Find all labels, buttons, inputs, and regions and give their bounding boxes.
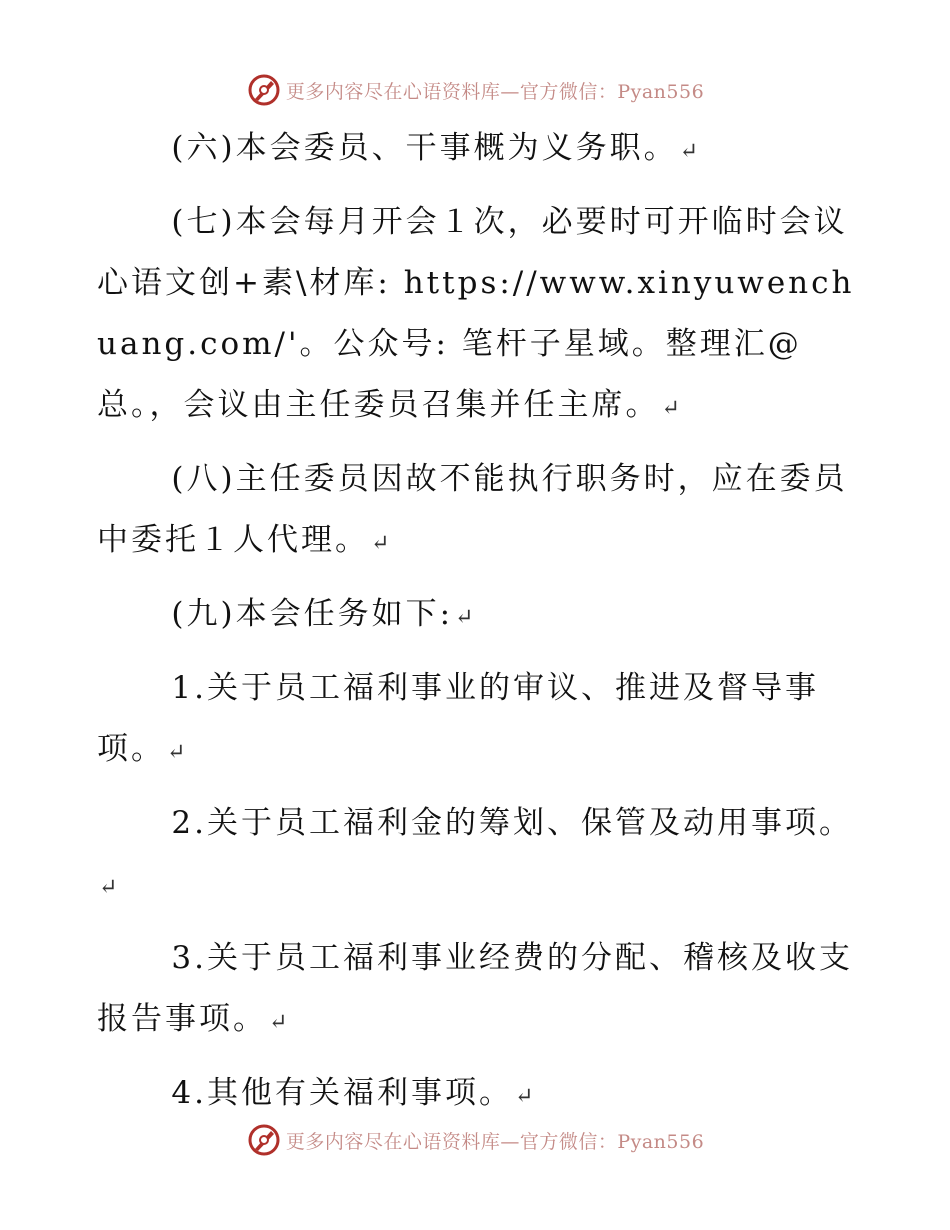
quill-seal-icon: [246, 1122, 282, 1158]
task-item-2: 2.关于员工福利金的筹划、保管及动用事项。↵: [99, 805, 853, 900]
paragraph-7: (七)本会每月开会１次，必要时可开临时会议心语文创+素\材库: https://www.xinyuwenchuang.com/'。公众号: 笔杆子星域。整理汇@总。，会议由主任委员召集并任主席。↵: [97, 204, 855, 423]
paragraph-mark: ↵: [99, 875, 118, 900]
task-item-1: 1.关于员工福利事业的审议、推进及督导事项。↵: [97, 670, 819, 767]
paragraph-9: (九)本会任务如下:↵: [171, 596, 474, 632]
paragraph-mark: ↵: [514, 1084, 534, 1109]
task-item-4: 4.其他有关福利事项。↵: [171, 1075, 534, 1111]
paragraph-mark: ↵: [455, 605, 474, 630]
paragraph-mark: ↵: [679, 139, 699, 164]
task-item-3: 3.关于员工福利事业经费的分配、稽核及收支报告事项。↵: [97, 940, 853, 1037]
paragraph-mark: ↵: [269, 1010, 288, 1035]
paragraph-mark: ↵: [371, 531, 390, 556]
paragraph-mark: ↵: [661, 396, 680, 421]
quill-seal-icon: [246, 72, 282, 108]
paragraph-8: (八)主任委员因故不能执行职务时，应在委员中委托１人代理。↵: [97, 461, 848, 558]
footer-watermark: [0, 1120, 950, 1160]
paragraph-mark: ↵: [167, 740, 186, 765]
header-watermark: [0, 70, 950, 110]
paragraph-6: (六)本会委员、干事概为义务职。↵: [171, 130, 699, 166]
watermark-text: 更多内容尽在心语资料库—官方微信：Pyan556: [285, 80, 705, 103]
document-body: [97, 118, 857, 1137]
watermark-text: 更多内容尽在心语资料库—官方微信：Pyan556: [285, 1130, 705, 1153]
